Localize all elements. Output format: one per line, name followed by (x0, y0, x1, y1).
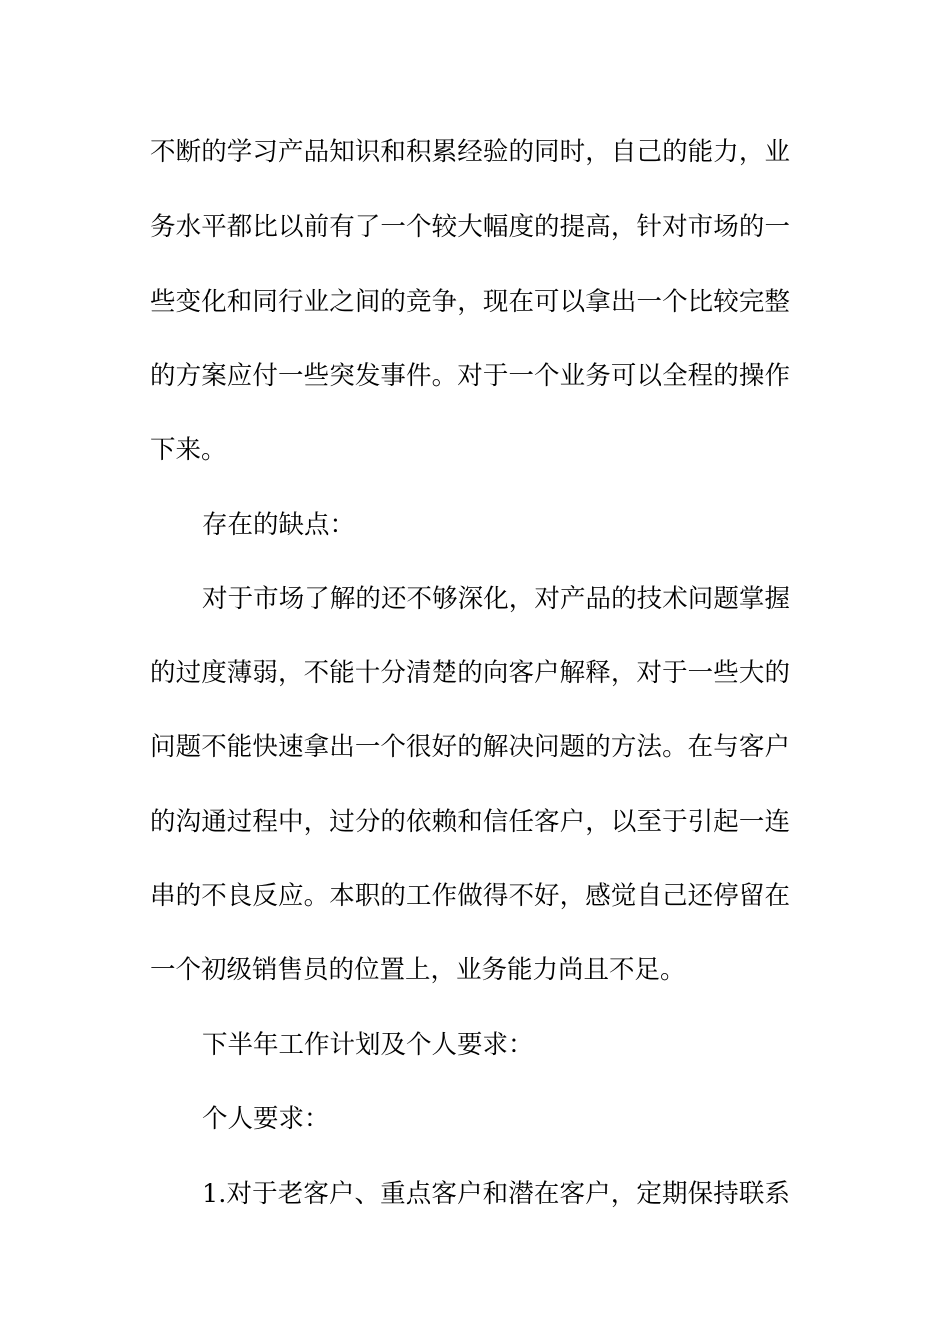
paragraph-line: 一个初级销售员的位置上，业务能力尚且不足。 (150, 955, 686, 985)
paragraph-line: 问题不能快速拿出一个很好的解决问题的方法。在与客户 (150, 732, 790, 762)
section-heading: 下半年工作计划及个人要求： (202, 1030, 534, 1060)
paragraph-line: 对于市场了解的还不够深化，对产品的技术问题掌握 (202, 584, 790, 614)
paragraph-line: 些变化和同行业之间的竞争，现在可以拿出一个比较完整 (150, 287, 790, 317)
section-heading: 存在的缺点： (202, 510, 356, 540)
paragraph-line: 的方案应付一些突发事件。对于一个业务可以全程的操作 (150, 361, 790, 391)
list-item: 1.对于老客户、重点客户和潜在客户，定期保持联系 (202, 1179, 790, 1209)
paragraph-line: 串的不良反应。本职的工作做得不好，感觉自己还停留在 (150, 881, 790, 911)
paragraph-line: 下来。 (150, 435, 227, 465)
paragraph-line: 的过度薄弱，不能十分清楚的向客户解释，对于一些大的 (150, 658, 790, 688)
paragraph-line: 不断的学习产品知识和积累经验的同时，自己的能力，业 (150, 137, 790, 167)
subsection-heading: 个人要求： (202, 1104, 330, 1134)
paragraph-line: 务水平都比以前有了一个较大幅度的提高，针对市场的一 (150, 212, 790, 242)
paragraph-line: 的沟通过程中，过分的依赖和信任客户，以至于引起一连 (150, 807, 790, 837)
